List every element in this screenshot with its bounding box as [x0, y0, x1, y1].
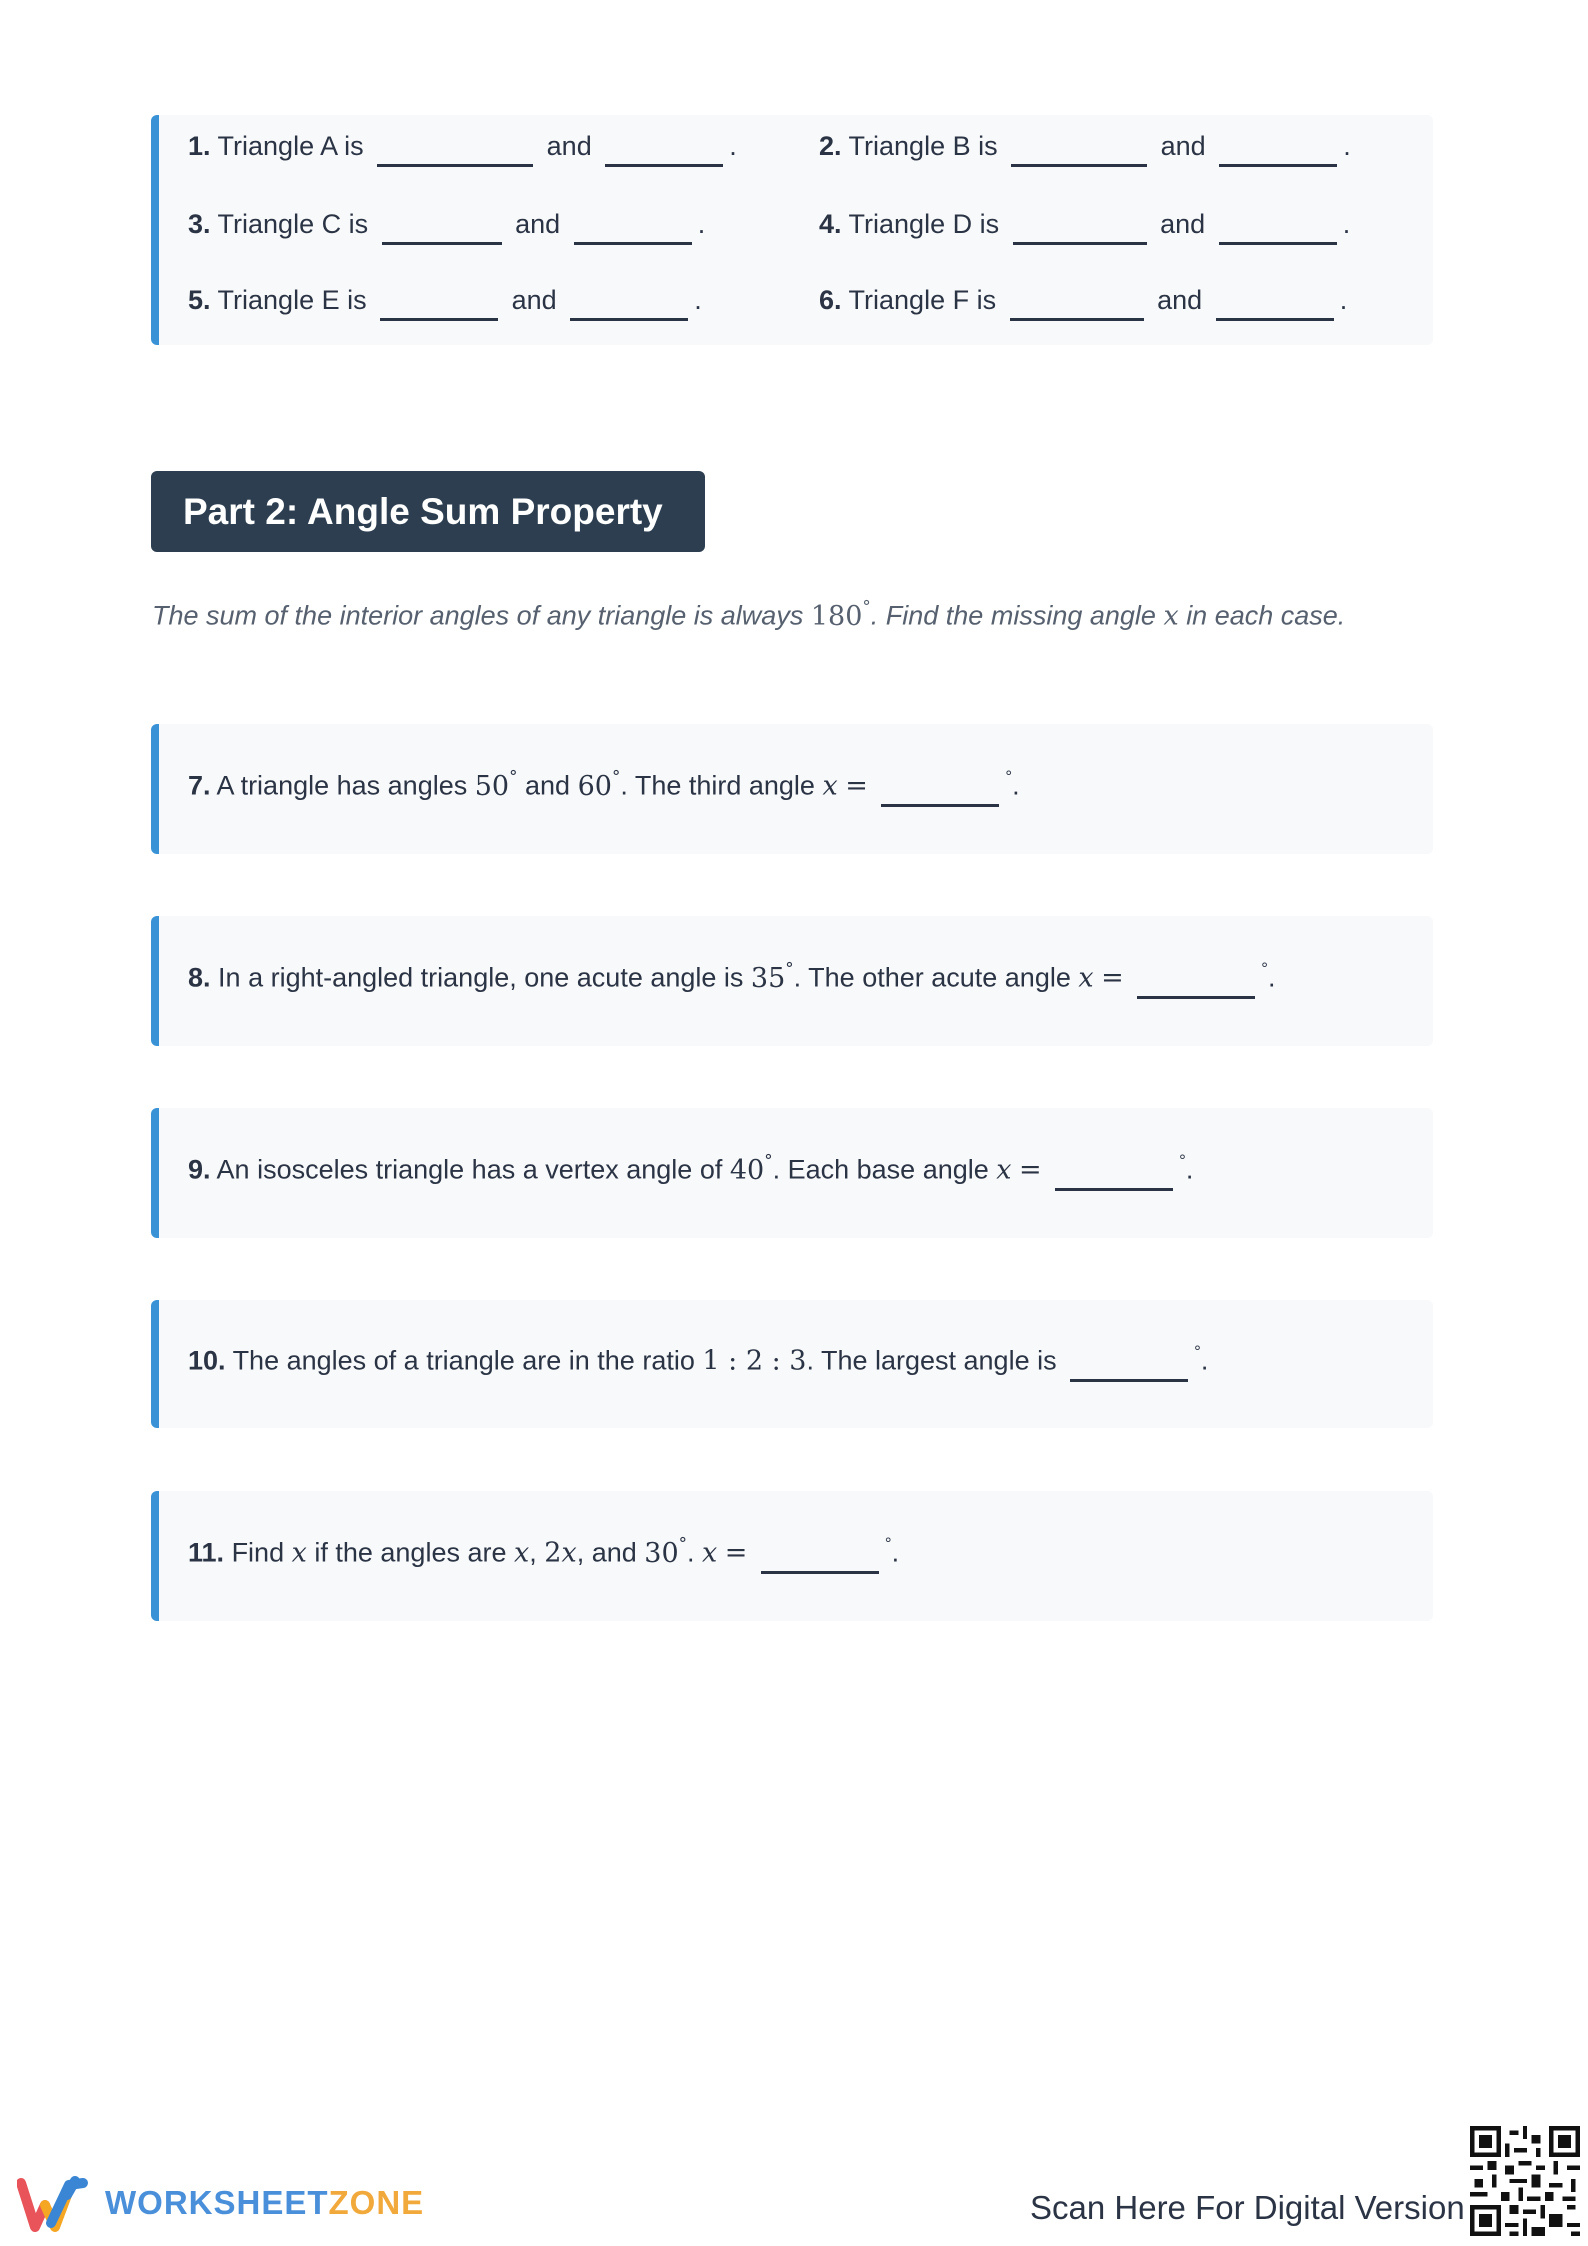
scan-text: Scan Here For Digital Version [1030, 2189, 1465, 2226]
text: , and [576, 1537, 637, 1568]
answer-blank[interactable] [1137, 966, 1255, 999]
answer-blank[interactable] [1011, 134, 1147, 167]
math-variable: x [996, 1154, 1012, 1186]
math-variable: x [702, 1537, 718, 1569]
period: . [687, 1537, 695, 1568]
degree-symbol: ° [1179, 1151, 1186, 1170]
text: . The third angle [620, 770, 815, 801]
degree-symbol: ° [1261, 959, 1268, 978]
question-text [188, 1533, 1413, 1574]
degree-symbol: ° [1005, 767, 1013, 786]
item-text: Triangle E is [217, 285, 367, 315]
item-text: Triangle B is [848, 131, 998, 161]
item-number: 1. [188, 131, 211, 161]
answer-blank[interactable] [1219, 212, 1337, 245]
answer-blank[interactable] [761, 1541, 879, 1574]
degree-symbol: ° [764, 1150, 773, 1170]
text: and [525, 770, 571, 801]
math-variable: x [291, 1537, 307, 1569]
answer-blank[interactable] [1010, 288, 1144, 321]
degree-symbol: ° [884, 1534, 892, 1553]
item-4 [819, 209, 1350, 245]
item-text: Triangle C is [217, 209, 369, 239]
item-number: 2. [819, 131, 842, 161]
item-number: 3. [188, 209, 211, 239]
degree-symbol: ° [1194, 1342, 1201, 1361]
answer-blank[interactable] [1013, 212, 1147, 245]
part1-row-3 [188, 285, 1433, 325]
answer-blank[interactable] [1055, 1158, 1173, 1191]
math-equals: = [845, 770, 868, 802]
period: . [1185, 1154, 1194, 1185]
part2-instructions [152, 596, 1345, 632]
answer-blank[interactable] [382, 212, 502, 245]
answer-blank[interactable] [1216, 288, 1334, 321]
question-number: 7. [188, 770, 211, 801]
text: Find [231, 1537, 285, 1568]
period: . [729, 131, 737, 161]
item-3 [188, 209, 705, 245]
math-ratio: 1 : 2 : 3 [702, 1345, 807, 1377]
math-variable: x [1078, 962, 1094, 994]
text: . Each base angle [772, 1154, 989, 1185]
text: In a right-angled triangle, one acute angle is [218, 962, 744, 993]
part2-title: Part 2: Angle Sum Property [151, 471, 705, 552]
item-text: Triangle D is [848, 209, 1000, 239]
math-angle [729, 1150, 773, 1186]
question-number: 8. [188, 962, 211, 993]
intro-text: in each case. [1186, 600, 1346, 631]
math-variable: x [514, 1537, 530, 1569]
answer-blank[interactable] [574, 212, 692, 245]
question-number: 10. [188, 1345, 226, 1376]
math-coefficient: 2 [544, 1537, 562, 1569]
math-variable: x [561, 1537, 577, 1569]
brand-name [105, 2184, 424, 2222]
qr-code-icon[interactable] [1470, 2126, 1580, 2236]
math-value: 40 [729, 1154, 765, 1186]
math-value: 30 [644, 1537, 679, 1569]
math-angle [577, 766, 621, 802]
math-variable: x [1163, 600, 1179, 632]
question-9 [151, 1108, 1433, 1238]
part1-row-1 [188, 131, 1433, 171]
item-6 [819, 285, 1347, 321]
math-angle [474, 766, 518, 802]
answer-blank[interactable] [881, 774, 999, 807]
math-value: 35 [750, 962, 786, 994]
math-term [544, 1538, 576, 1569]
question-text [188, 766, 1413, 807]
item-1 [188, 131, 737, 167]
and-text: and [511, 285, 557, 315]
intro-text: . Find the missing angle [870, 600, 1156, 631]
question-text [188, 958, 1413, 999]
question-text [188, 1150, 1413, 1191]
question-11 [151, 1491, 1433, 1621]
and-text: and [1157, 285, 1203, 315]
text: An isosceles triangle has a vertex angle of [216, 1154, 723, 1185]
period: . [1200, 1345, 1209, 1376]
question-number: 9. [188, 1154, 211, 1185]
item-number: 4. [819, 209, 842, 239]
period: . [1339, 285, 1348, 315]
period: . [1267, 962, 1276, 993]
math-value: 50 [474, 770, 510, 802]
part1-row-2 [188, 209, 1433, 249]
degree-symbol: ° [678, 1533, 687, 1553]
degree-symbol: ° [862, 596, 871, 616]
math-equals: = [1101, 962, 1124, 994]
text: if the angles are [314, 1537, 507, 1568]
part1-answer-box [151, 115, 1433, 345]
and-text: and [546, 131, 592, 161]
math-angle [750, 958, 794, 994]
item-number: 6. [819, 285, 842, 315]
worksheetzone-logo-icon [17, 2175, 97, 2235]
math-value: 180 [810, 600, 863, 632]
degree-symbol: ° [785, 958, 794, 978]
answer-blank[interactable] [377, 134, 533, 167]
period: . [1342, 209, 1351, 239]
text: . The largest angle is [806, 1345, 1057, 1376]
math-value: 60 [577, 770, 612, 802]
item-5 [188, 285, 702, 321]
question-8 [151, 916, 1433, 1046]
answer-blank[interactable] [605, 134, 723, 167]
answer-blank[interactable] [380, 288, 498, 321]
and-text: and [1160, 209, 1206, 239]
text: The angles of a triangle are in the ratio [232, 1345, 695, 1376]
question-text [188, 1342, 1413, 1382]
math-angle [644, 1533, 687, 1569]
question-7 [151, 724, 1433, 854]
text: A triangle has angles [216, 770, 468, 801]
brand-part-1: WORKSHEET [105, 2184, 329, 2221]
degree-symbol: ° [509, 766, 518, 786]
math-variable: x [822, 770, 838, 802]
period: . [1343, 131, 1351, 161]
item-2 [819, 131, 1351, 167]
intro-text: The sum of the interior angles of any triangle is always [152, 600, 804, 631]
answer-blank[interactable] [1219, 134, 1337, 167]
period: . [697, 209, 706, 239]
answer-blank[interactable] [570, 288, 688, 321]
and-text: and [515, 209, 561, 239]
question-number: 11. [188, 1537, 225, 1568]
period: . [694, 285, 702, 315]
question-10 [151, 1300, 1433, 1428]
and-text: and [1160, 131, 1206, 161]
math-equals: = [724, 1537, 748, 1569]
period: . [1012, 770, 1020, 801]
comma: , [529, 1537, 537, 1568]
item-text: Triangle F is [848, 285, 997, 315]
intro-math-180 [810, 596, 871, 632]
period: . [891, 1537, 900, 1568]
item-text: Triangle A is [217, 131, 364, 161]
degree-symbol: ° [611, 766, 621, 786]
item-number: 5. [188, 285, 211, 315]
brand-part-2: ZONE [328, 2184, 425, 2221]
answer-blank[interactable] [1070, 1349, 1188, 1382]
math-equals: = [1019, 1154, 1042, 1186]
text: . The other acute angle [793, 962, 1071, 993]
